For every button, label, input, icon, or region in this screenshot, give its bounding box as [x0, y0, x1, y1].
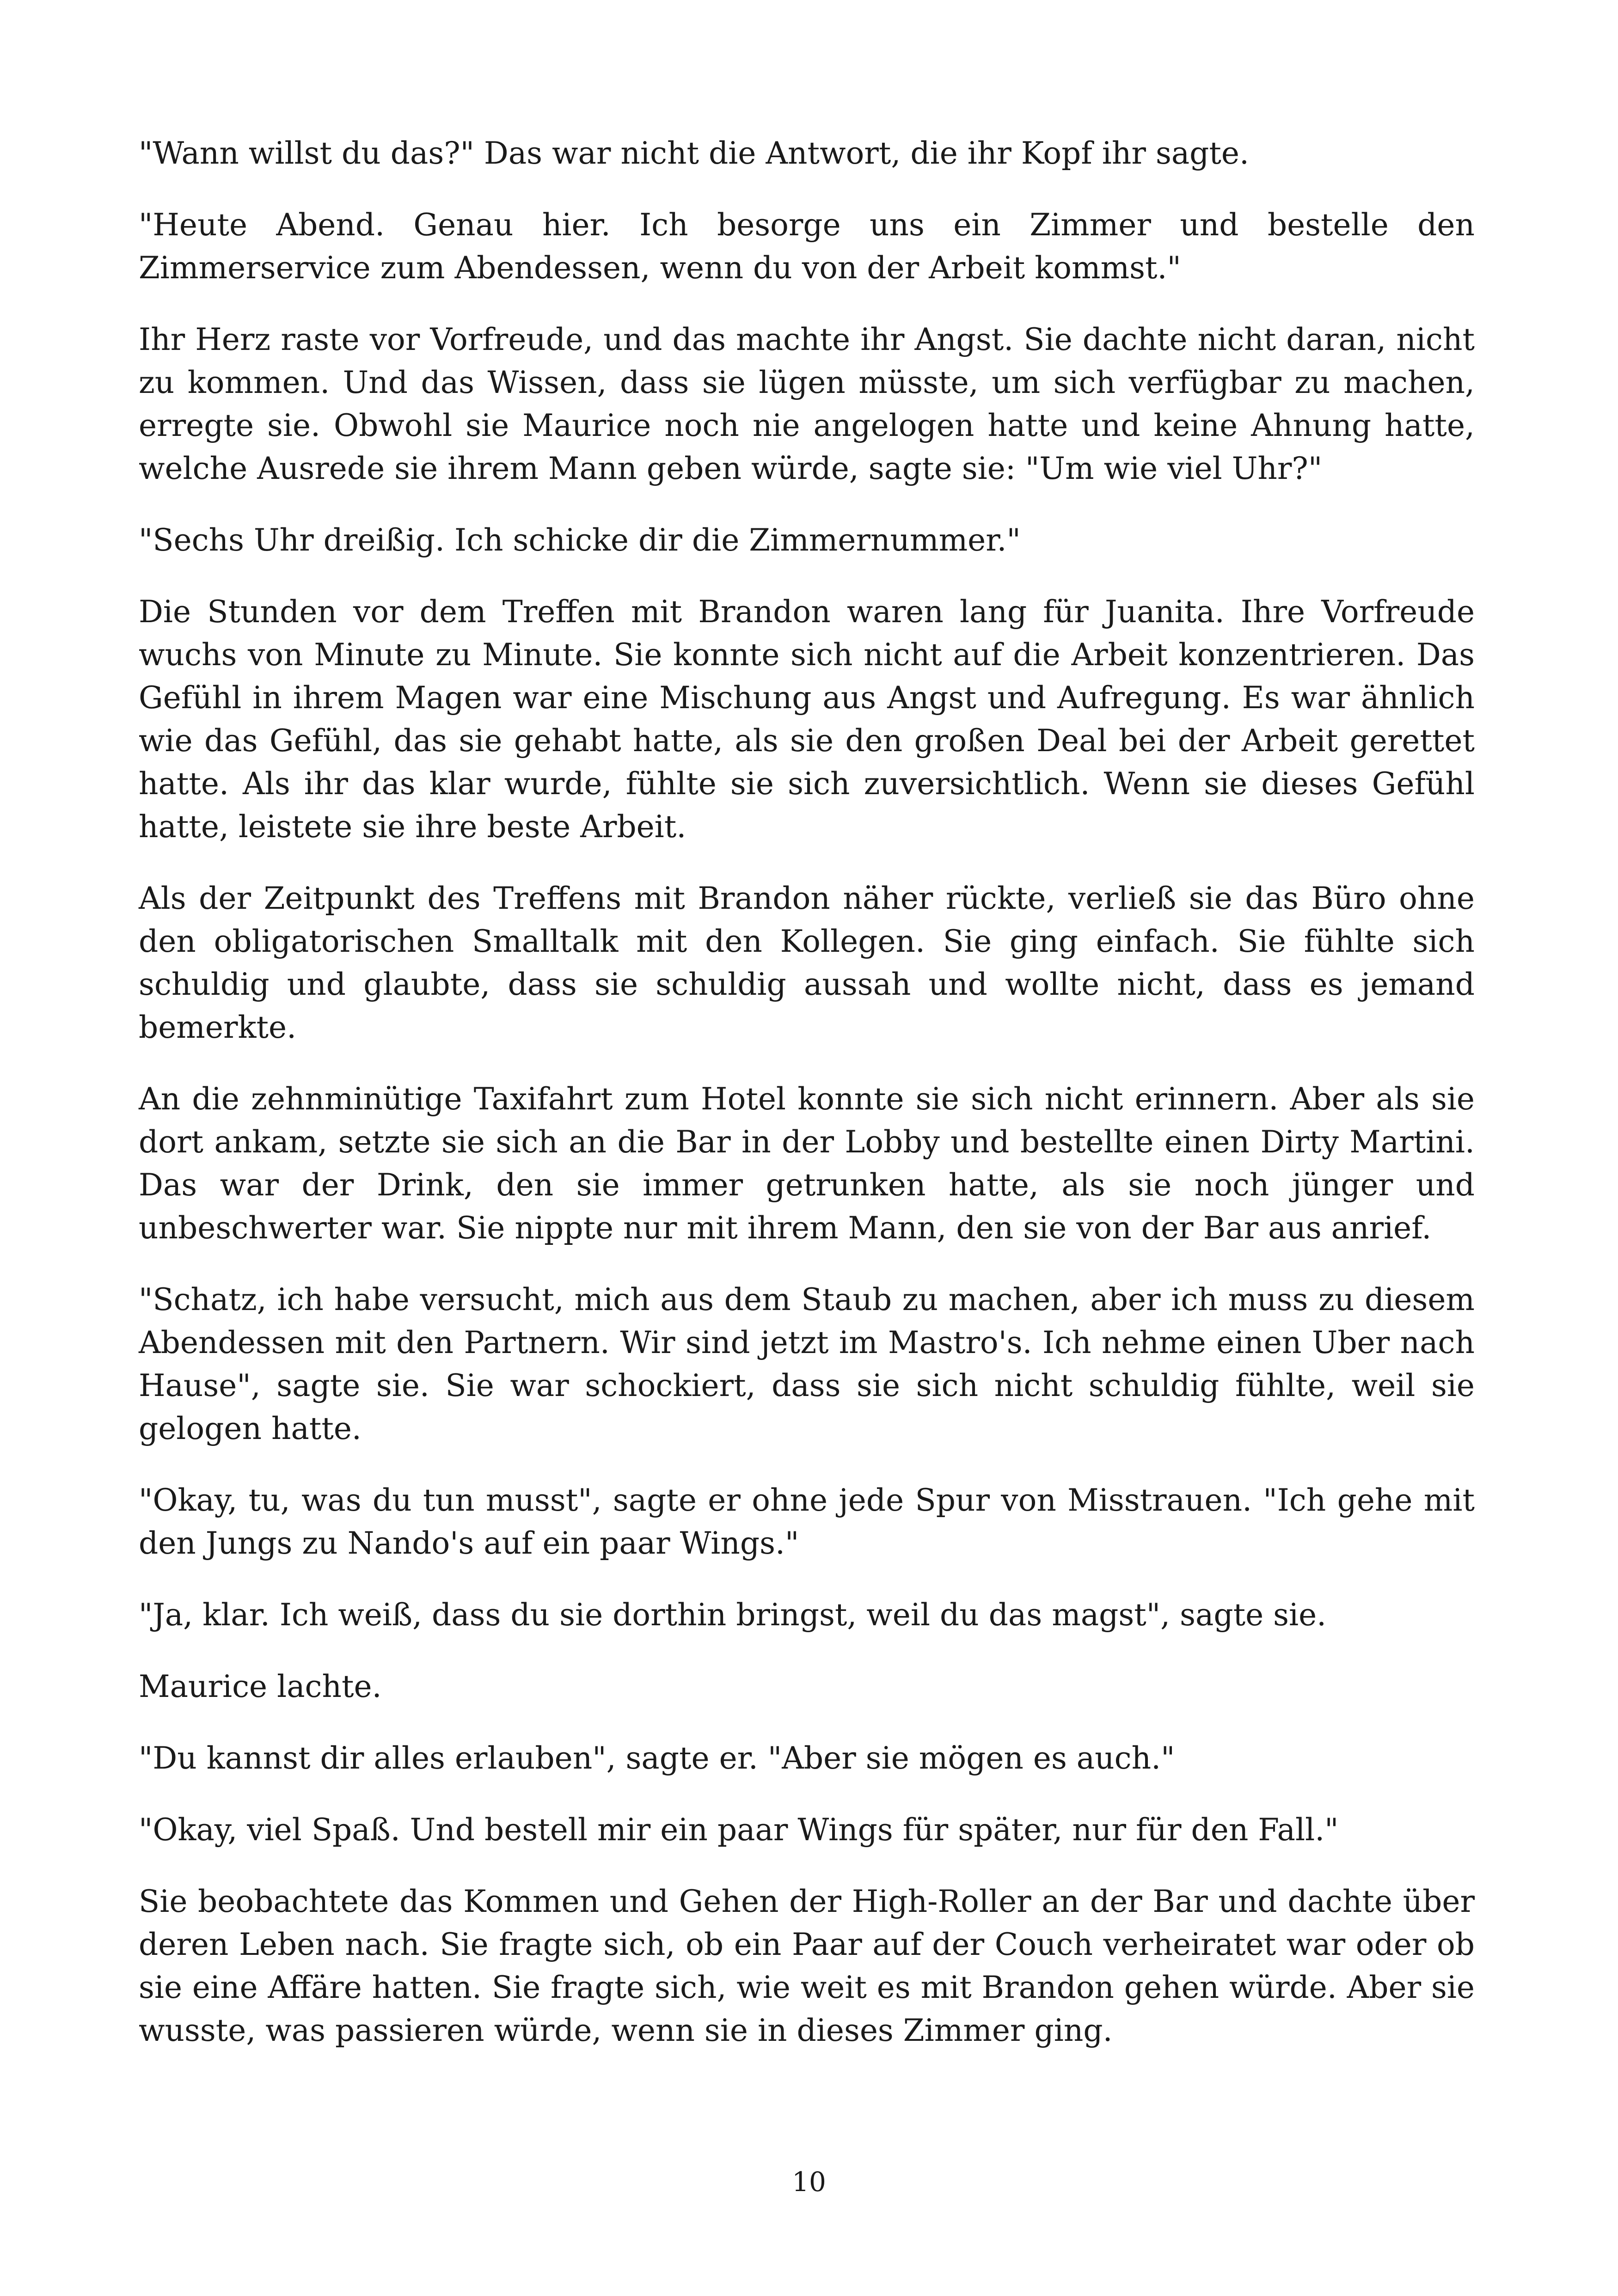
paragraph-9: "Okay, tu, was du tun musst", sagte er ohne jede Spur von Misstrauen. "Ich gehe mit den Jungs zu Nando's auf ein paar Wings."	[139, 1482, 1475, 1561]
paragraph-1: "Wann willst du das?" Das war nicht die Antwort, die ihr Kopf ihr sagte.	[139, 135, 1249, 171]
paragraph-14: Sie beobachtete das Kommen und Gehen der High-Roller an der Bar und dachte über deren Leben nach. Sie fragte sich, ob ein Paar auf der Couch verheiratet war oder ob sie eine Affäre hatten. Sie fragte sich, wie weit es mit Brandon gehen würde. Aber sie wusste, was passieren würde, wenn sie in dieses Zimmer ging.	[139, 1884, 1475, 2048]
paragraph-4: "Sechs Uhr dreißig. Ich schicke dir die Zimmernummer."	[139, 522, 1021, 558]
paragraph-13: "Okay, viel Spaß. Und bestell mir ein paar Wings für später, nur für den Fall."	[139, 1812, 1339, 1848]
paragraph-10: "Ja, klar. Ich weiß, dass du sie dorthin bringst, weil du das magst", sagte sie.	[139, 1597, 1327, 1633]
paragraph-5: Die Stunden vor dem Treffen mit Brandon waren lang für Juanita. Ihre Vorfreude wuchs von Minute zu Minute. Sie konnte sich nicht auf die Arbeit konzentrieren. Das Gefühl in ihrem Magen war eine Mischung aus Angst und Aufregung. Es war ähnlich wie das Gefühl, das sie gehabt hatte, als sie den großen Deal bei der Arbeit gerettet hatte. Als ihr das klar wurde, fühlte sie sich zuversichtlich. Wenn sie dieses Gefühl hatte, leistete sie ihre beste Arbeit.	[139, 594, 1475, 845]
body-text	[139, 132, 1475, 2081]
paragraph-12: "Du kannst dir alles erlauben", sagte er. "Aber sie mögen es auch."	[139, 1740, 1175, 1776]
paragraph-6: Als der Zeitpunkt des Treffens mit Brandon näher rückte, verließ sie das Büro ohne den obligatorischen Smalltalk mit den Kollegen. Sie ging einfach. Sie fühlte sich schuldig und glaubte, dass sie schuldig aussah und wollte nicht, dass es jemand bemerkte.	[139, 881, 1475, 1045]
page-number: 10	[792, 2166, 826, 2198]
paragraph-2: "Heute Abend. Genau hier. Ich besorge uns ein Zimmer und bestelle den Zimmerservice zum Abendessen, wenn du von der Arbeit kommst."	[139, 207, 1475, 286]
paragraph-8: "Schatz, ich habe versucht, mich aus dem Staub zu machen, aber ich muss zu diesem Abendessen mit den Partnern. Wir sind jetzt im Mastro's. Ich nehme einen Uber nach Hause", sagte sie. Sie war schockiert, dass sie sich nicht schuldig fühlte, weil sie gelogen hatte.	[139, 1282, 1475, 1446]
paragraph-3: Ihr Herz raste vor Vorfreude, und das machte ihr Angst. Sie dachte nicht daran, nicht zu kommen. Und das Wissen, dass sie lügen müsste, um sich verfügbar zu machen, erregte sie. Obwohl sie Maurice noch nie angelogen hatte und keine Ahnung hatte, welche Ausrede sie ihrem Mann geben würde, sagte sie: "Um wie viel Uhr?"	[139, 322, 1475, 486]
paragraph-11: Maurice lachte.	[139, 1669, 382, 1704]
paragraph-7: An die zehnminütige Taxifahrt zum Hotel konnte sie sich nicht erinnern. Aber als sie dort ankam, setzte sie sich an die Bar in der Lobby und bestellte einen Dirty Martini. Das war der Drink, den sie immer getrunken hatte, als sie noch jünger und unbeschwerter war. Sie nippte nur mit ihrem Mann, den sie von der Bar aus anrief.	[139, 1081, 1475, 1246]
